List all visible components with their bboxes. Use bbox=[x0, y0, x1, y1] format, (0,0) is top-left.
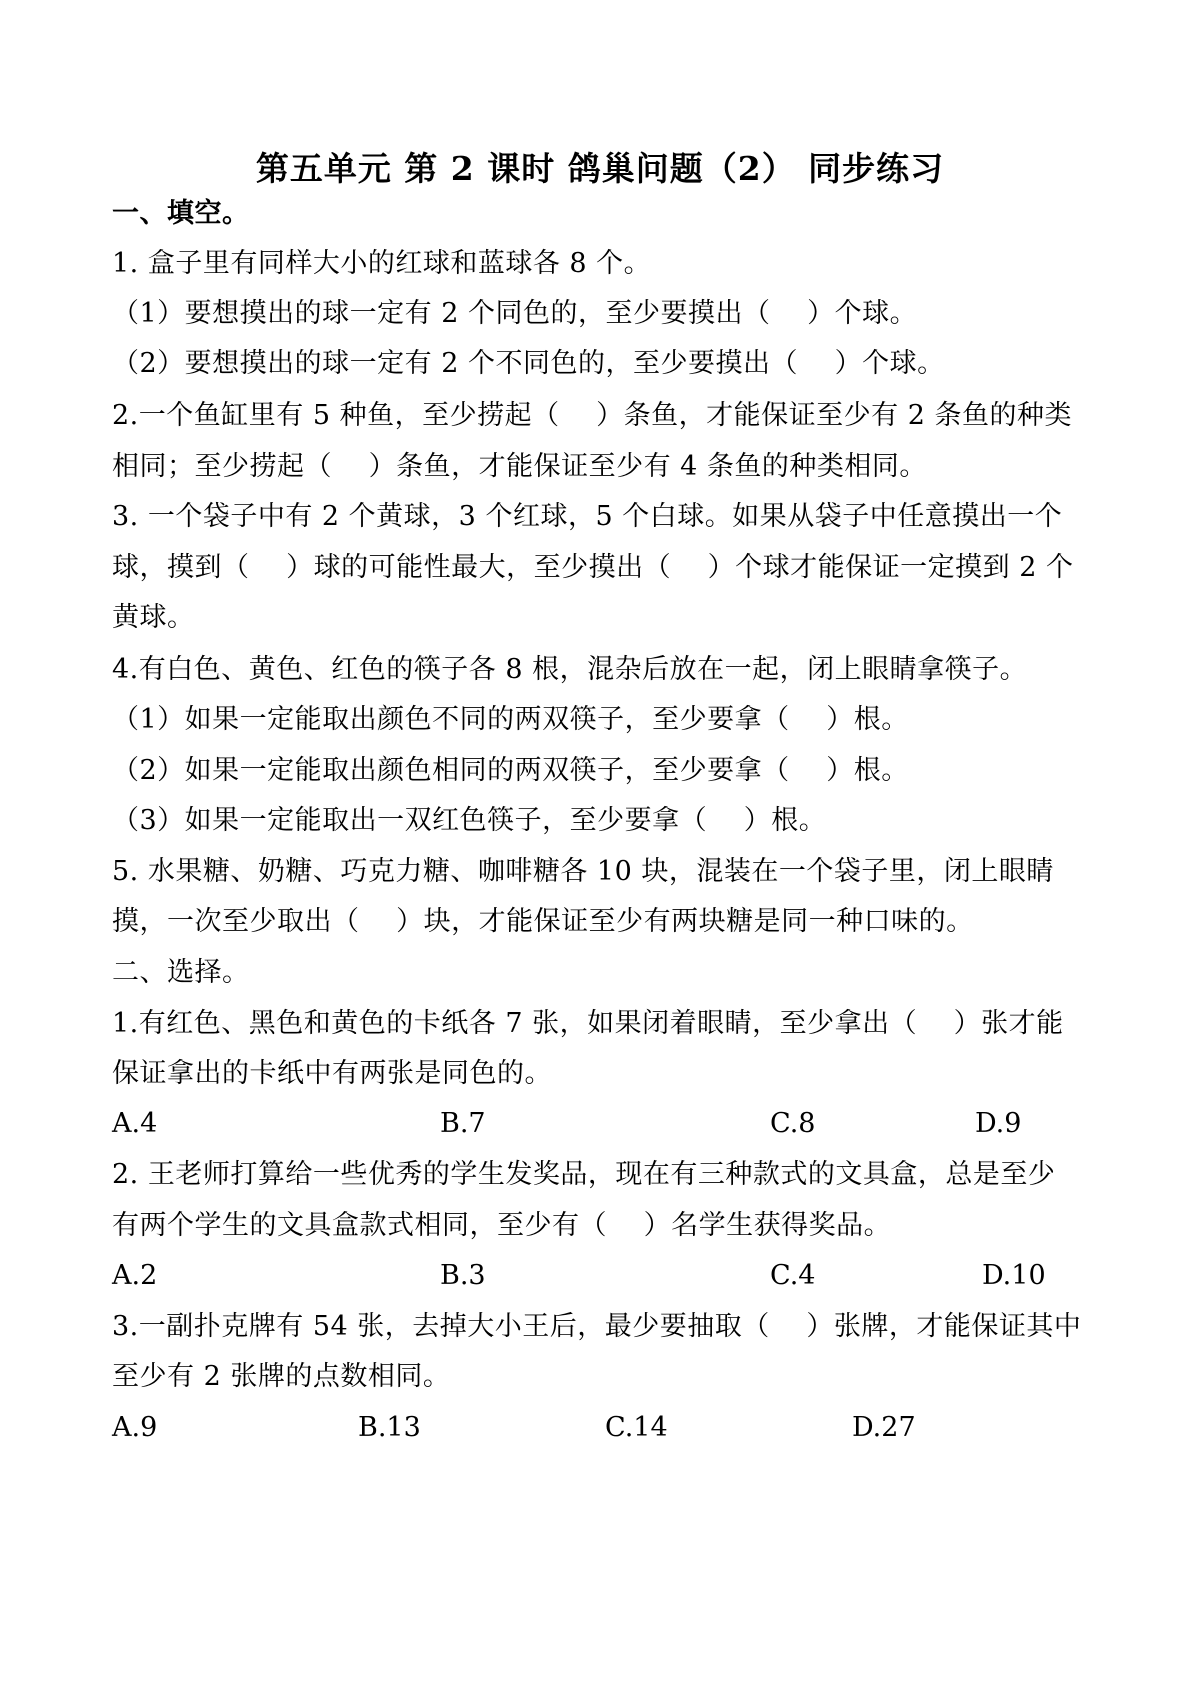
choice-3-option-d: D.27 bbox=[852, 1412, 916, 1443]
question-3-line-3: 黄球。 bbox=[112, 602, 195, 633]
question-3-line-2: 球，摸到（ ）球的可能性最大，至少摸出（ ）个球才能保证一定摸到 2 个 bbox=[112, 552, 1074, 583]
section-heading-fill-blank: 一、填空。 bbox=[112, 198, 250, 229]
choice-3-option-b: B.13 bbox=[358, 1412, 421, 1443]
question-4-stem: 4.有白色、黄色、红色的筷子各 8 根，混杂后放在一起，闭上眼睛拿筷子。 bbox=[112, 654, 1028, 685]
choice-3-line-1: 3.一副扑克牌有 54 张，去掉大小王后，最少要抽取（ ）张牌，才能保证其中 bbox=[112, 1311, 1082, 1342]
question-5-line-1: 5. 水果糖、奶糖、巧克力糖、咖啡糖各 10 块，混装在一个袋子里，闭上眼睛 bbox=[112, 856, 1054, 887]
section-heading-choice: 二、选择。 bbox=[112, 957, 250, 988]
choice-2-line-1: 2. 王老师打算给一些优秀的学生发奖品，现在有三种款式的文具盒，总是至少 bbox=[112, 1159, 1056, 1190]
question-4-sub-2: （2）如果一定能取出颜色相同的两双筷子，至少要拿（ ）根。 bbox=[112, 755, 909, 786]
question-4-sub-1: （1）如果一定能取出颜色不同的两双筷子，至少要拿（ ）根。 bbox=[112, 704, 909, 735]
page-title: 第五单元 第 2 课时 鸽巢问题（2） 同步练习 bbox=[255, 149, 945, 188]
choice-2-option-d: D.10 bbox=[982, 1260, 1046, 1291]
choice-1-line-1: 1.有红色、黑色和黄色的卡纸各 7 张，如果闭着眼睛，至少拿出（ ）张才能 bbox=[112, 1008, 1064, 1039]
choice-2-option-a: A.2 bbox=[112, 1260, 158, 1291]
choice-3-option-c: C.14 bbox=[605, 1412, 668, 1443]
choice-3-option-a: A.9 bbox=[112, 1412, 158, 1443]
choice-2-line-2: 有两个学生的文具盒款式相同，至少有（ ）名学生获得奖品。 bbox=[112, 1210, 892, 1241]
question-1-stem: 1. 盒子里有同样大小的红球和蓝球各 8 个。 bbox=[112, 248, 652, 279]
choice-2-option-c: C.4 bbox=[770, 1260, 816, 1291]
question-1-sub-2: （2）要想摸出的球一定有 2 个不同色的，至少要摸出（ ）个球。 bbox=[112, 348, 945, 379]
choice-1-option-b: B.7 bbox=[440, 1108, 486, 1139]
choice-2-option-b: B.3 bbox=[440, 1260, 486, 1291]
choice-1-option-a: A.4 bbox=[112, 1108, 158, 1139]
question-2-line-1: 2.一个鱼缸里有 5 种鱼，至少捞起（ ）条鱼，才能保证至少有 2 条鱼的种类 bbox=[112, 400, 1073, 431]
question-5-line-2: 摸，一次至少取出（ ）块，才能保证至少有两块糖是同一种口味的。 bbox=[112, 906, 974, 937]
question-1-sub-1: （1）要想摸出的球一定有 2 个同色的，至少要摸出（ ）个球。 bbox=[112, 298, 918, 329]
question-3-line-1: 3. 一个袋子中有 2 个黄球，3 个红球，5 个白球。如果从袋子中任意摸出一个 bbox=[112, 501, 1063, 532]
question-2-line-2: 相同；至少捞起（ ）条鱼，才能保证至少有 4 条鱼的种类相同。 bbox=[112, 451, 927, 482]
choice-1-line-2: 保证拿出的卡纸中有两张是同色的。 bbox=[112, 1058, 552, 1089]
choice-3-line-2: 至少有 2 张牌的点数相同。 bbox=[112, 1361, 451, 1392]
question-4-sub-3: （3）如果一定能取出一双红色筷子，至少要拿（ ）根。 bbox=[112, 805, 827, 836]
choice-1-option-c: C.8 bbox=[770, 1108, 816, 1139]
choice-1-option-d: D.9 bbox=[975, 1108, 1022, 1139]
